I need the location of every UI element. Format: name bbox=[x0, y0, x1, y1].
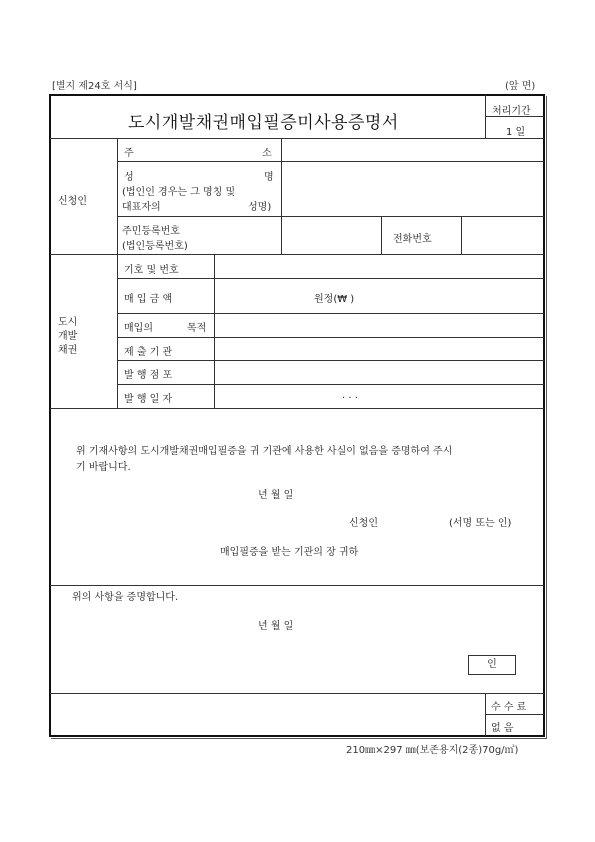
symbol-no-field[interactable] bbox=[215, 255, 544, 278]
form-title: 도시개발채권매입필증미사용증명서 bbox=[128, 113, 399, 133]
bond-group-label-3: 채권 bbox=[58, 345, 78, 356]
reg-no-label-2: (법인등록번호) bbox=[122, 241, 188, 252]
purpose-label-1: 매입의 bbox=[124, 323, 153, 334]
request-body-line2: 기 바랍니다. bbox=[76, 462, 131, 473]
address-label-2: 소 bbox=[262, 148, 272, 159]
address-field[interactable] bbox=[282, 139, 544, 161]
submit-org-field[interactable] bbox=[215, 338, 544, 360]
processing-period-label: 처리기간 bbox=[492, 106, 531, 117]
paper-spec: 210㎜×297 ㎜(보존용지(2종)70g/㎡) bbox=[346, 745, 519, 756]
certify-date[interactable]: 년 월 일 bbox=[258, 621, 294, 632]
request-applicant-label: 신청인 bbox=[349, 518, 378, 529]
certify-statement: 위의 사항을 증명합니다. bbox=[72, 592, 179, 603]
bond-group-label-2: 개발 bbox=[58, 331, 78, 342]
issue-place-label: 발 행 점 포 bbox=[124, 370, 173, 381]
name-label-line3b: 성명) bbox=[248, 202, 272, 213]
name-field[interactable] bbox=[282, 162, 544, 216]
form-number: [별지 제24호 서식] bbox=[52, 81, 137, 92]
name-label-line3a: 대표자의 bbox=[122, 202, 161, 213]
fee-label: 수 수 료 bbox=[491, 702, 527, 713]
fee-value: 없 음 bbox=[491, 723, 514, 734]
amount-label: 매 입 금 액 bbox=[124, 294, 173, 305]
request-body-line1: 위 기재사항의 도시개발채권매입필증을 귀 기관에 사용한 사실이 없음을 증명하여 주시 bbox=[76, 446, 453, 457]
submit-org-label: 제 출 기 관 bbox=[124, 347, 173, 358]
name-label-line2: (법인인 경우는 그 명칭 및 bbox=[122, 187, 236, 198]
bond-group-label-1: 도시 bbox=[58, 317, 78, 328]
request-recipient: 매입필증을 받는 기관의 장 귀하 bbox=[220, 547, 359, 558]
request-sign-label[interactable]: (서명 또는 인) bbox=[449, 518, 512, 529]
symbol-no-label: 기호 및 번호 bbox=[124, 265, 179, 276]
purpose-label-2: 목적 bbox=[187, 323, 207, 334]
reg-no-label-1: 주민등록번호 bbox=[122, 226, 180, 237]
seal-box[interactable]: 인 bbox=[468, 655, 516, 675]
purpose-field[interactable] bbox=[215, 314, 544, 337]
name-label-1: 성 bbox=[124, 172, 134, 183]
request-date[interactable]: 년 월 일 bbox=[258, 490, 294, 501]
processing-period-value: 1 일 bbox=[506, 127, 526, 138]
issue-date-value[interactable]: . . . bbox=[342, 390, 358, 401]
phone-field[interactable] bbox=[462, 217, 544, 254]
page-side: (앞 면) bbox=[505, 81, 536, 92]
issue-place-field[interactable] bbox=[215, 361, 544, 384]
address-label-1: 주 bbox=[124, 148, 134, 159]
applicant-group-label: 신청인 bbox=[58, 196, 87, 207]
name-label-2: 명 bbox=[264, 172, 274, 183]
issue-date-label: 발 행 일 자 bbox=[124, 394, 173, 405]
phone-label: 전화번호 bbox=[393, 234, 432, 245]
amount-value[interactable]: 원정(₩ ) bbox=[314, 294, 355, 305]
reg-no-field[interactable] bbox=[282, 217, 381, 254]
